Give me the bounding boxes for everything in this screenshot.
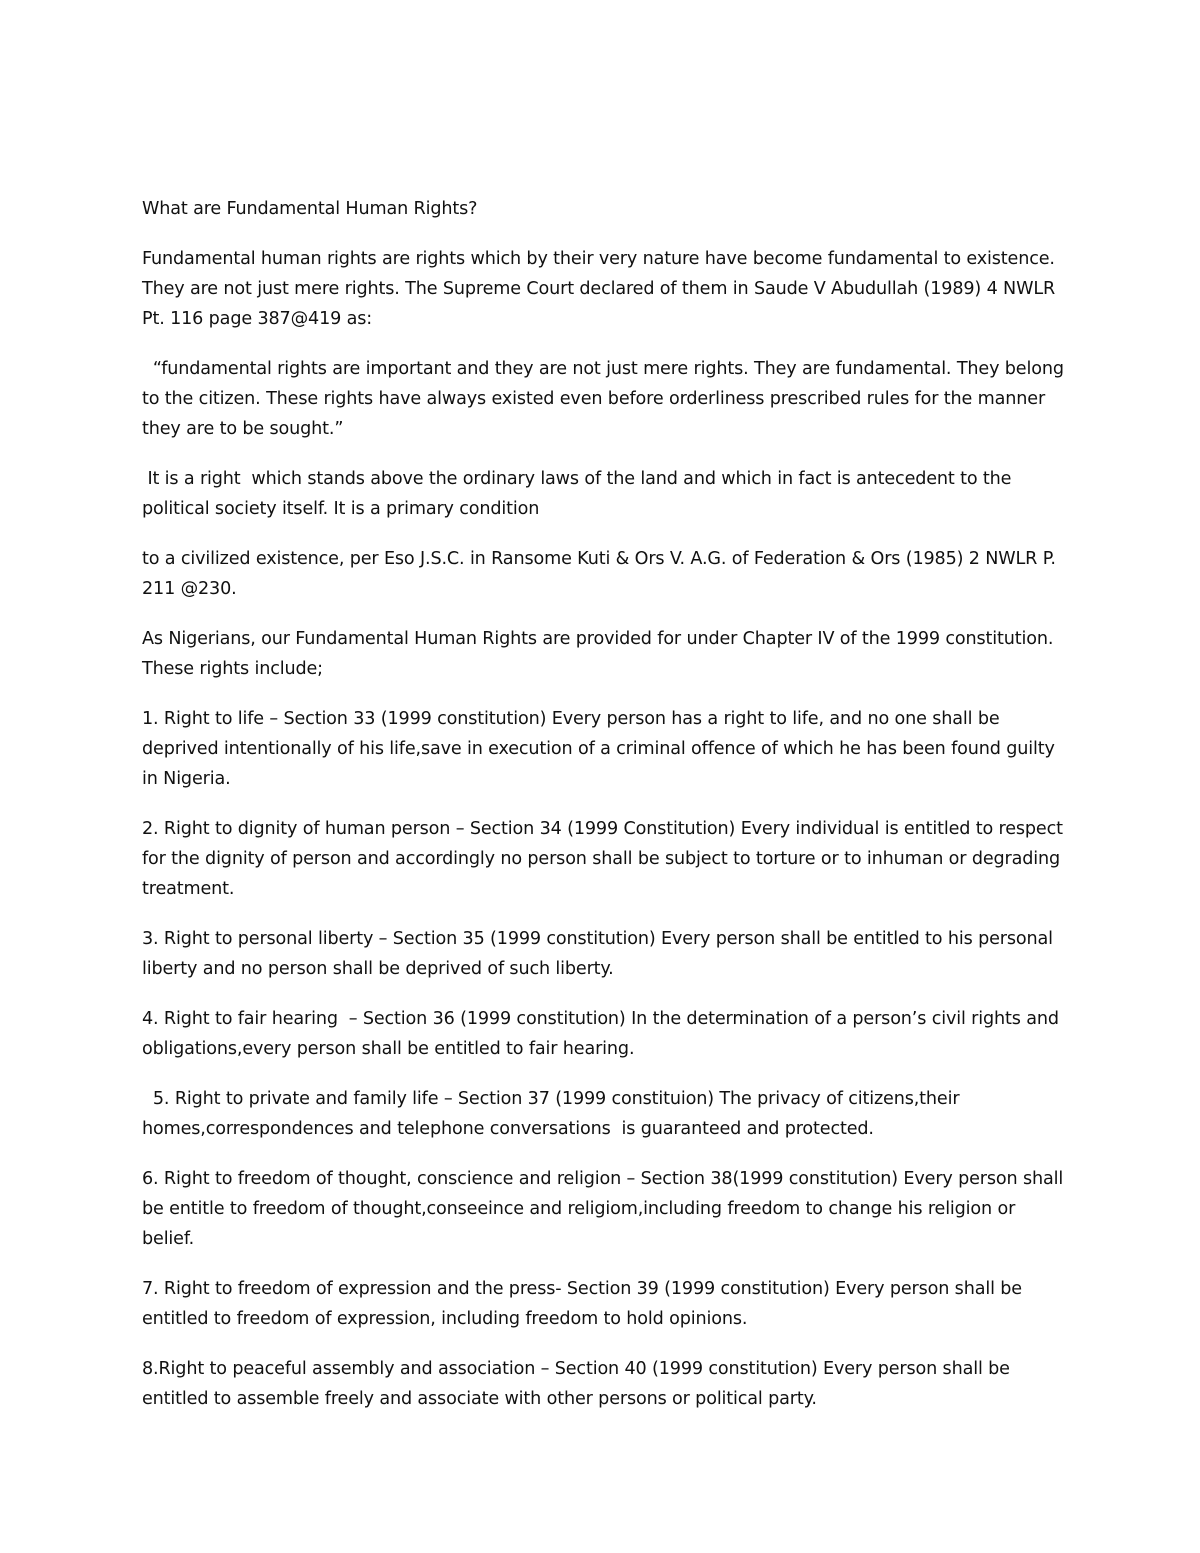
list-item-right-to-life: 1. Right to life – Section 33 (1999 constitution) Every person has a right to life, and no one shall be deprived intentionally of his life,save in execution of a criminal offence of which he has been found guilty in Nigeria. xyxy=(142,709,1061,789)
paragraph-chapter-iv: As Nigerians, our Fundamental Human Rights are provided for under Chapter IV of the 1999 constitution. These rights include; xyxy=(142,629,1059,679)
paragraph-definition: Fundamental human rights are rights which by their very nature have become fundamental to existence. They are not just mere rights. The Supreme Court declared of them in Saude V Abudullah (1989) 4 NWLR Pt. 116 page 387@419 as: xyxy=(142,249,1061,329)
paragraph-civilized-existence: to a civilized existence, per Eso J.S.C. in Ransome Kuti & Ors V. A.G. of Federation & Ors (1985) 2 NWLR P. 211 @230. xyxy=(142,549,1062,599)
list-item-right-to-privacy: 5. Right to private and family life – Section 37 (1999 constituion) The privacy of citizens,their homes,correspondences and telephone conversations is guaranteed and protected. xyxy=(142,1089,965,1139)
paragraph-right-above-law: It is a right which stands above the ordinary laws of the land and which in fact is antecedent to the political society itself. It is a primary condition xyxy=(142,469,1017,519)
list-item-right-to-dignity: 2. Right to dignity of human person – Section 34 (1999 Constitution) Every individual is entitled to respect for the dignity of person and accordingly no person shall be subject to torture or to inhuman or degrading treatment. xyxy=(142,819,1069,899)
list-item-right-to-fair-hearing: 4. Right to fair hearing – Section 36 (1999 constitution) In the determination of a person’s civil rights and obligations,every person shall be entitled to fair hearing. xyxy=(142,1009,1065,1059)
list-item-right-to-liberty: 3. Right to personal liberty – Section 35 (1999 constitution) Every person shall be entitled to his personal liberty and no person shall be deprived of such liberty. xyxy=(142,929,1059,979)
list-item-right-to-assembly: 8.Right to peaceful assembly and association – Section 40 (1999 constitution) Every person shall be entitled to assemble freely and associate with other persons or political party. xyxy=(142,1359,1016,1409)
paragraph-quote: “fundamental rights are important and they are not just mere rights. They are fundamental. They belong to the citizen. These rights have always existed even before orderliness prescribed rules for the manner they are to be sought.” xyxy=(142,359,1070,439)
list-item-right-to-freedom-of-thought: 6. Right to freedom of thought, conscience and religion – Section 38(1999 constitution) Every person shall be entitle to freedom of thought,conseeince and religiom,including freedom to change his religion or belief. xyxy=(142,1169,1069,1249)
list-item-right-to-freedom-of-expression: 7. Right to freedom of expression and the press- Section 39 (1999 constitution) Every person shall be entitled to freedom of expression, including freedom to hold opinions. xyxy=(142,1279,1028,1329)
document-heading: What are Fundamental Human Rights? xyxy=(142,199,478,219)
document-body xyxy=(142,194,1070,1434)
